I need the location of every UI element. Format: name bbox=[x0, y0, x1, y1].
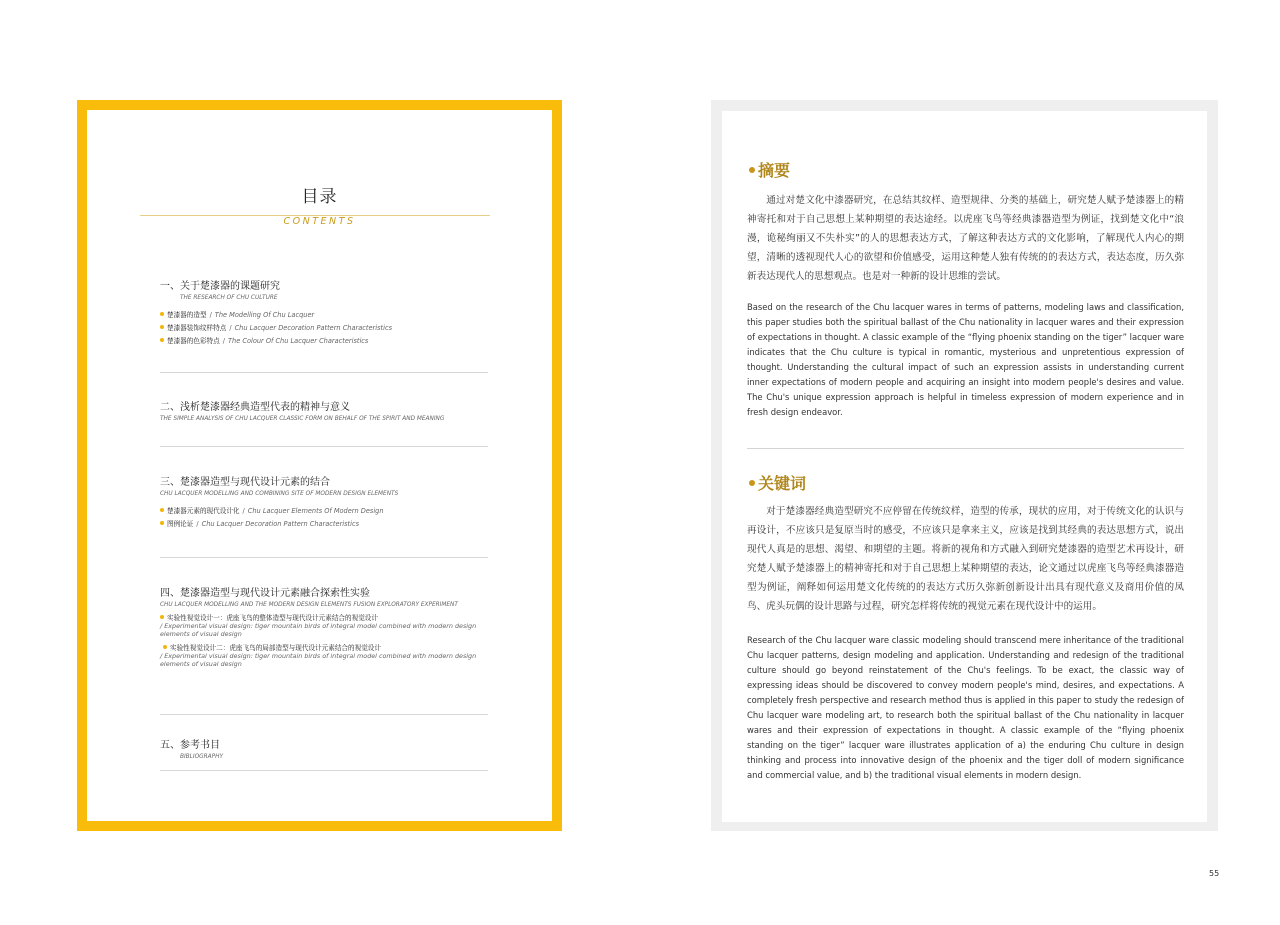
toc-subtitle: CONTENTS bbox=[87, 209, 552, 228]
section-subtitle-en: BIBLIOGRAPHY bbox=[180, 754, 224, 760]
toc-subitem[interactable]: 楚漆器的色彩特点 / The Colour Of Chu Lacquer Characteristics bbox=[160, 336, 500, 346]
section-divider bbox=[160, 446, 488, 447]
section-subtitle-en: CHU LACQUER MODELLING AND COMBINING SITE OF MODERN DESIGN ELEMENTS bbox=[160, 491, 399, 497]
toc-page-frame bbox=[77, 100, 562, 831]
abstract-en: Based on the research of the Chu lacquer wares in terms of patterns, modeling laws and classification, this paper studies both the spiritual ballast of the Chu nationality in lacquer wares and their expression of expectations in thought. A classic example of the “flying phoenix standing on the tiger” lacquer ware indicates that the Chu culture is typical in romantic, mysterious and unpretentious expression of thought. Understanding the cultural impact of such an expression assists in understanding current inner expectations of modern people and acquiring an insight into modern people's desires and value. The Chu's unique expression approach is helpful in timeless expression of modern experience and in fresh design endeavor. bbox=[747, 302, 1184, 417]
section-title: 四、楚漆器造型与现代设计元素融合探索性实验 bbox=[160, 588, 370, 599]
experiment-description-en: / Experimental visual design: tiger mountain birds of integral model combined with modern design elements of visual design bbox=[160, 652, 477, 668]
section-title: 一、关于楚漆器的课题研究 bbox=[160, 281, 280, 292]
abstract-page-frame bbox=[711, 100, 1218, 831]
toc-section-4[interactable] bbox=[160, 584, 500, 668]
toc-subitem[interactable]: 楚漆器装饰纹样特点 / Chu Lacquer Decoration Pattern Characteristics bbox=[160, 323, 500, 333]
bullet-icon bbox=[749, 167, 755, 173]
toc-subitem[interactable]: 楚漆器元素的现代设计化 / Chu Lacquer Elements Of Modern Design bbox=[160, 506, 500, 516]
section-title: 三、楚漆器造型与现代设计元素的结合 bbox=[160, 477, 330, 488]
section-divider bbox=[160, 770, 488, 771]
toc-experiment-item[interactable]: 实验性视觉设计一：虎座飞鸟的整体造型与现代设计元素结合的视觉设计 bbox=[160, 612, 500, 622]
toc-section-5[interactable] bbox=[160, 736, 500, 760]
abstract-heading: 摘要 bbox=[749, 158, 790, 181]
bullet-icon bbox=[160, 615, 164, 619]
bullet-icon bbox=[160, 312, 164, 316]
bullet-icon bbox=[163, 645, 167, 649]
experiment-description-en: / Experimental visual design: tiger mountain birds of integral model combined with modern design elements of visual design bbox=[160, 622, 477, 638]
keywords-en: Research of the Chu lacquer ware classic modeling should transcend mere inheritance of the traditional Chu lacquer patterns, design modeling and application. Understanding and redesign of the traditional culture should go beyond reinstatement of the Chu's feelings. To be exact, the classic way of expressing ideas should be discovered to convey modern people's mind, desires, and expectations. A completely fresh perspective and research method thus is applied in this paper to study the redesign of Chu lacquer ware modeling art, to research both the spiritual ballast of the Chu nationality in lacquer wares and their expression of expectations in thought. A classic example of the “flying phoenix standing on the tiger” lacquer ware illustrates application of a) the enduring Chu culture in design thinking and process into innovative design of the phoenix and the tiger doll of modern significance and commercial value, and b) the traditional visual elements in modern design. bbox=[747, 635, 1184, 780]
toc-subitem[interactable]: 楚漆器的造型 / The Modelling Of Chu Lacquer bbox=[160, 310, 500, 320]
section-subtitle-en: CHU LACQUER MODELLING AND THE MODERN DESIGN ELEMENTS FUSION EXPLORATORY EXPERIMENT bbox=[160, 602, 458, 608]
bullet-icon bbox=[160, 325, 164, 329]
bullet-icon bbox=[160, 508, 164, 512]
toc-section-3[interactable] bbox=[160, 473, 500, 529]
bullet-icon bbox=[749, 480, 755, 486]
keywords-heading: 关键词 bbox=[749, 471, 806, 494]
section-divider bbox=[160, 372, 488, 373]
section-divider bbox=[160, 714, 488, 715]
toc-section-1[interactable] bbox=[160, 277, 500, 346]
section-divider bbox=[747, 448, 1184, 449]
toc-subitem[interactable]: 图例论证 / Chu Lacquer Decoration Pattern Characteristics bbox=[160, 519, 500, 529]
toc-section-2[interactable] bbox=[160, 398, 500, 422]
section-subtitle-en: THE SIMPLE ANALYSIS OF CHU LACQUER CLASSIC FORM ON BEHALF OF THE SPIRIT AND MEANING bbox=[160, 416, 445, 422]
bullet-icon bbox=[160, 521, 164, 525]
toc-page bbox=[87, 110, 552, 821]
toc-title: 目录 bbox=[301, 187, 338, 207]
section-title: 二、浅析楚漆器经典造型代表的精神与意义 bbox=[160, 402, 350, 413]
abstract-cn: 通过对楚文化中漆器研究，在总结其纹样、造型规律、分类的基础上，研究楚人赋予楚漆器上的精神寄托和对于自己思想上某种期望的表达途经。以虎座飞鸟等经典漆器造型为例证，找到楚文化中“浪漫，诡秘绚丽又不失朴实”的人的思想表达方式，了解这种表达方式的文化影响，了解现代人内心的期望，清晰的透视现代人心的欲望和价值感受，运用这种楚人独有传统的的表达方式，表达态度，历久弥新表达现代人的思想观点。也是对一种新的设计思维的尝试。 bbox=[747, 195, 1184, 282]
section-subtitle-en: THE RESEARCH OF CHU CULTURE bbox=[180, 295, 278, 301]
page-number: 55 bbox=[1209, 869, 1220, 878]
abstract-page bbox=[722, 111, 1207, 822]
bullet-icon bbox=[160, 338, 164, 342]
toc-experiment-item[interactable]: 实验性视觉设计二：虎座飞鸟的局部造型与现代设计元素结合的视觉设计 bbox=[163, 642, 500, 652]
section-divider bbox=[160, 557, 488, 558]
section-title: 五、参考书目 bbox=[160, 740, 220, 751]
keywords-cn: 对于楚漆器经典造型研究不应停留在传统纹样，造型的传承，现状的应用，对于传统文化的认识与再设计，不应该只是复原当时的感受，不应该只是拿来主义，应该是找到其经典的表达思想方式，说出现代人真是的思想、渴望、和期望的主题。将新的视角和方式融入到研究楚漆器的造型艺术再设计，研究楚人赋予楚漆器上的精神寄托和对于自己思想上某种期望的表达，论文通过以虎座飞鸟等经典漆器造型为例证，阐释如何运用楚文化传统的的表达方式历久弥新创新设计出具有现代意义及商用价值的凤鸟、虎头玩偶的设计思路与过程，研究怎样将传统的视觉元素在现代设计中的运用。 bbox=[747, 506, 1184, 612]
